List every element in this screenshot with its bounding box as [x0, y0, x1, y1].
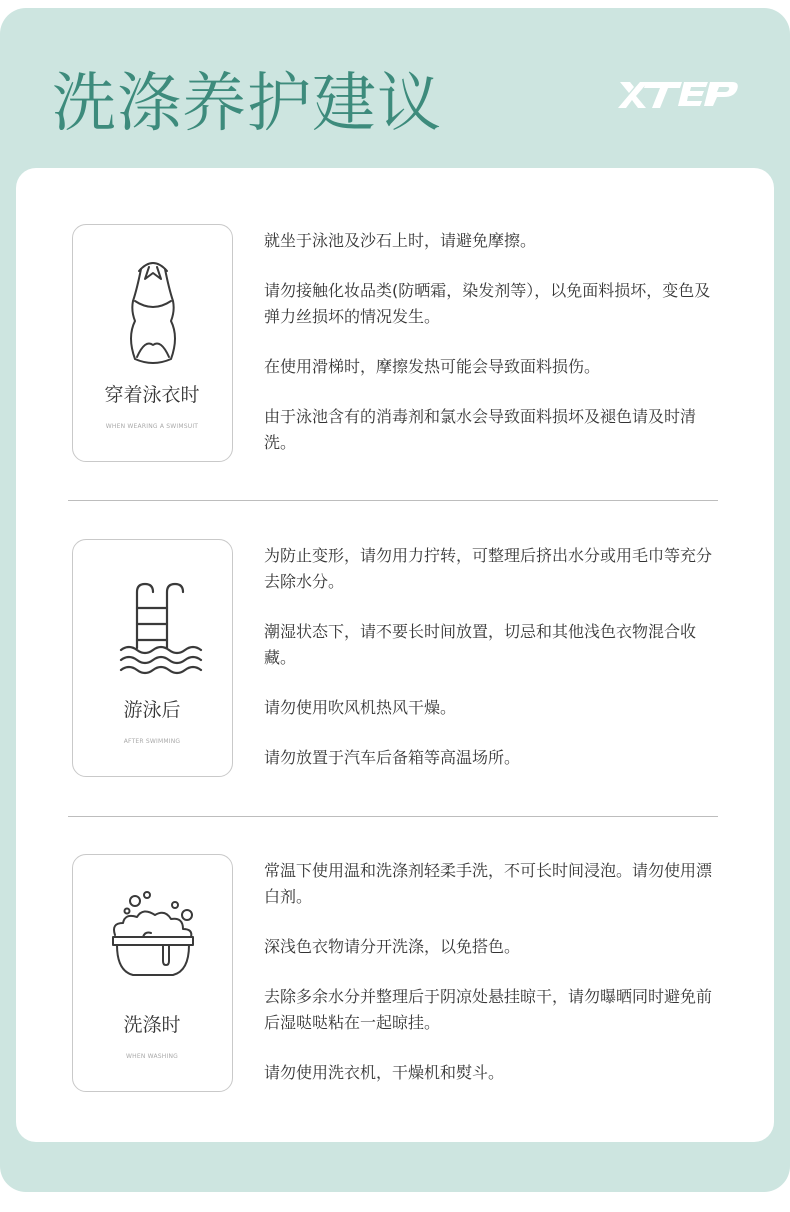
instruction-text: 就坐于泳池及沙石上时，请避免摩擦。	[264, 231, 537, 250]
section-label-en: AFTER SWIMMING	[123, 738, 181, 745]
instruction-text: 请勿使用吹风机热风干燥。	[264, 698, 457, 717]
instruction-text: 去除多余水分并整理后于阴凉处悬挂晾干，请勿曝晒同时避免前后湿哒哒粘在一起晾挂。	[264, 987, 713, 1032]
instruction-text: 由于泳池含有的消毒剂和氯水会导致面料损坏及褪色请及时清洗。	[264, 407, 697, 452]
section-label: 游泳后	[123, 699, 181, 721]
section-label: 洗涤时	[123, 1014, 181, 1036]
care-instructions	[264, 858, 724, 1110]
instruction-text: 为防止变形，请勿用力拧转，可整理后挤出水分或用毛巾等充分去除水分。	[264, 546, 713, 591]
instruction-text: 请勿接触化妆品类(防晒霜，染发剂等），以免面料损坏，变色及弹力丝损坏的情况发生。	[264, 281, 711, 326]
section-after-swimming	[72, 539, 718, 819]
section-divider	[68, 500, 718, 501]
instruction-text: 常温下使用温和洗涤剂轻柔手洗，不可长时间浸泡。请勿使用漂白剂。	[264, 861, 713, 906]
icon-card	[72, 539, 233, 777]
instruction-text: 潮湿状态下，请不要长时间放置，切忌和其他浅色衣物混合收藏。	[264, 622, 697, 667]
section-label-en: WHEN WEARING A SWIMSUIT	[105, 423, 199, 430]
page-title: 洗涤养护建议	[52, 67, 442, 141]
wash-basin-icon	[103, 879, 203, 997]
section-when-washing	[72, 854, 718, 1134]
xtep-logo	[616, 74, 740, 114]
instruction-text: 请勿使用洗衣机，干燥机和熨斗。	[264, 1063, 505, 1082]
section-wearing-swimsuit	[72, 224, 718, 504]
instruction-text: 请勿放置于汽车后备箱等高温场所。	[264, 748, 521, 767]
icon-card	[72, 854, 233, 1092]
swimsuit-icon	[103, 249, 203, 367]
section-label-en: WHEN WASHING	[126, 1053, 178, 1060]
icon-card	[72, 224, 233, 462]
care-card	[16, 168, 774, 1142]
section-divider	[68, 816, 718, 817]
section-label: 穿着泳衣时	[104, 384, 200, 406]
care-instructions	[264, 543, 724, 795]
pool-ladder-icon	[103, 564, 203, 682]
care-instructions	[264, 228, 724, 480]
instruction-text: 深浅色衣物请分开洗涤，以免搭色。	[264, 937, 521, 956]
instruction-text: 在使用滑梯时，摩擦发热可能会导致面料损伤。	[264, 357, 601, 376]
